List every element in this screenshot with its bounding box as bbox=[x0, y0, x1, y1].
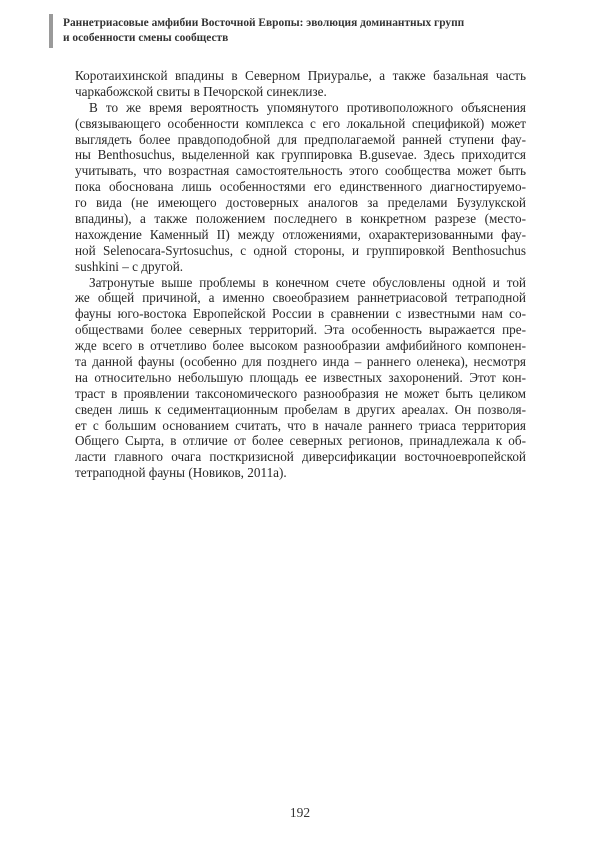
text-line: учитывать, что возрастная самостоятельность этого сообщества может быть bbox=[75, 163, 526, 179]
body-text bbox=[75, 68, 526, 481]
text-line: пока обоснована лишь особенностями его единственного диагностируемо- bbox=[75, 179, 526, 195]
text-line: фауны юго-востока Европейской России в сравнении с известными нам со- bbox=[75, 306, 526, 322]
text-line: ет с большим основанием считать, что в начале раннего триаса территория bbox=[75, 417, 526, 433]
text-line: траст в проявлении таксономического разнообразия не может быть целиком bbox=[75, 385, 526, 401]
header-title-line-1: Раннетриасовые амфибии Восточной Европы: эволюция доминантных групп bbox=[63, 17, 465, 29]
page-number: 192 bbox=[289, 805, 311, 820]
text-line: ны Benthosuchus, выделенной как группировка B.gusevae. Здесь приходится bbox=[75, 147, 526, 163]
text-line: обществами более северных территорий. Эта особенность выражается пре- bbox=[75, 322, 526, 338]
text-line: тетраподной фауны (Новиков, 2011а). bbox=[75, 465, 287, 481]
text-line: Затронутые выше проблемы в конечном счете обусловлены одной и той bbox=[89, 274, 526, 290]
text-line: же общей причиной, а именно своеобразием раннетриасовой тетраподной bbox=[75, 290, 526, 306]
text-line: Коротаихинской впадины в Северном Приуралье, а также базальная часть bbox=[75, 68, 526, 83]
text-line: чаркабожской свиты в Печорской синеклизе. bbox=[75, 83, 327, 99]
text-line: та данной фауны (особенно для позднего инда – раннего оленека), несмотря bbox=[75, 354, 526, 370]
text-line: нахождение Каменный II) между отложениями, охарактеризованными фау- bbox=[75, 226, 526, 242]
text-line: на относительно небольшую площадь ее известных захоронений. Этот кон- bbox=[75, 369, 526, 385]
text-line: ласти главного очага посткризисной диверсификации восточноевропейской bbox=[75, 449, 526, 465]
header-accent-bar bbox=[49, 14, 53, 48]
text-line: го вида (не имеющего достоверных аналогов за пределами Бузулукской bbox=[75, 195, 526, 211]
text-line: выглядеть более правдоподобной для предполагаемой ранней ступени фау- bbox=[75, 131, 526, 147]
running-header bbox=[49, 14, 549, 48]
text-line: (связывающего особенности комплекса с его локальной спецификой) может bbox=[75, 115, 526, 131]
header-title-line-2: и особенности смены сообществ bbox=[63, 32, 229, 44]
text-line: В то же время вероятность упомянутого противоположного объяснения bbox=[89, 99, 526, 115]
text-line: жде всего в отчетливо более высоком разнообразии амфибийного компонен- bbox=[75, 338, 526, 354]
text-line: сведен лишь к седиментационным пробелам в других ареалах. Он позволя- bbox=[75, 401, 526, 417]
text-line: Общего Сырта, в отличие от более северных регионов, принадлежала к об- bbox=[75, 433, 526, 449]
text-line: sushkini – с другой. bbox=[75, 258, 184, 274]
text-line: ной Selenocara-Syrtosuchus, с одной стороны, и группировкой Benthosuchus bbox=[75, 242, 526, 258]
header-title bbox=[63, 16, 543, 46]
text-line: впадины), а также положением последнего в конкретном разрезе (место- bbox=[75, 211, 526, 227]
